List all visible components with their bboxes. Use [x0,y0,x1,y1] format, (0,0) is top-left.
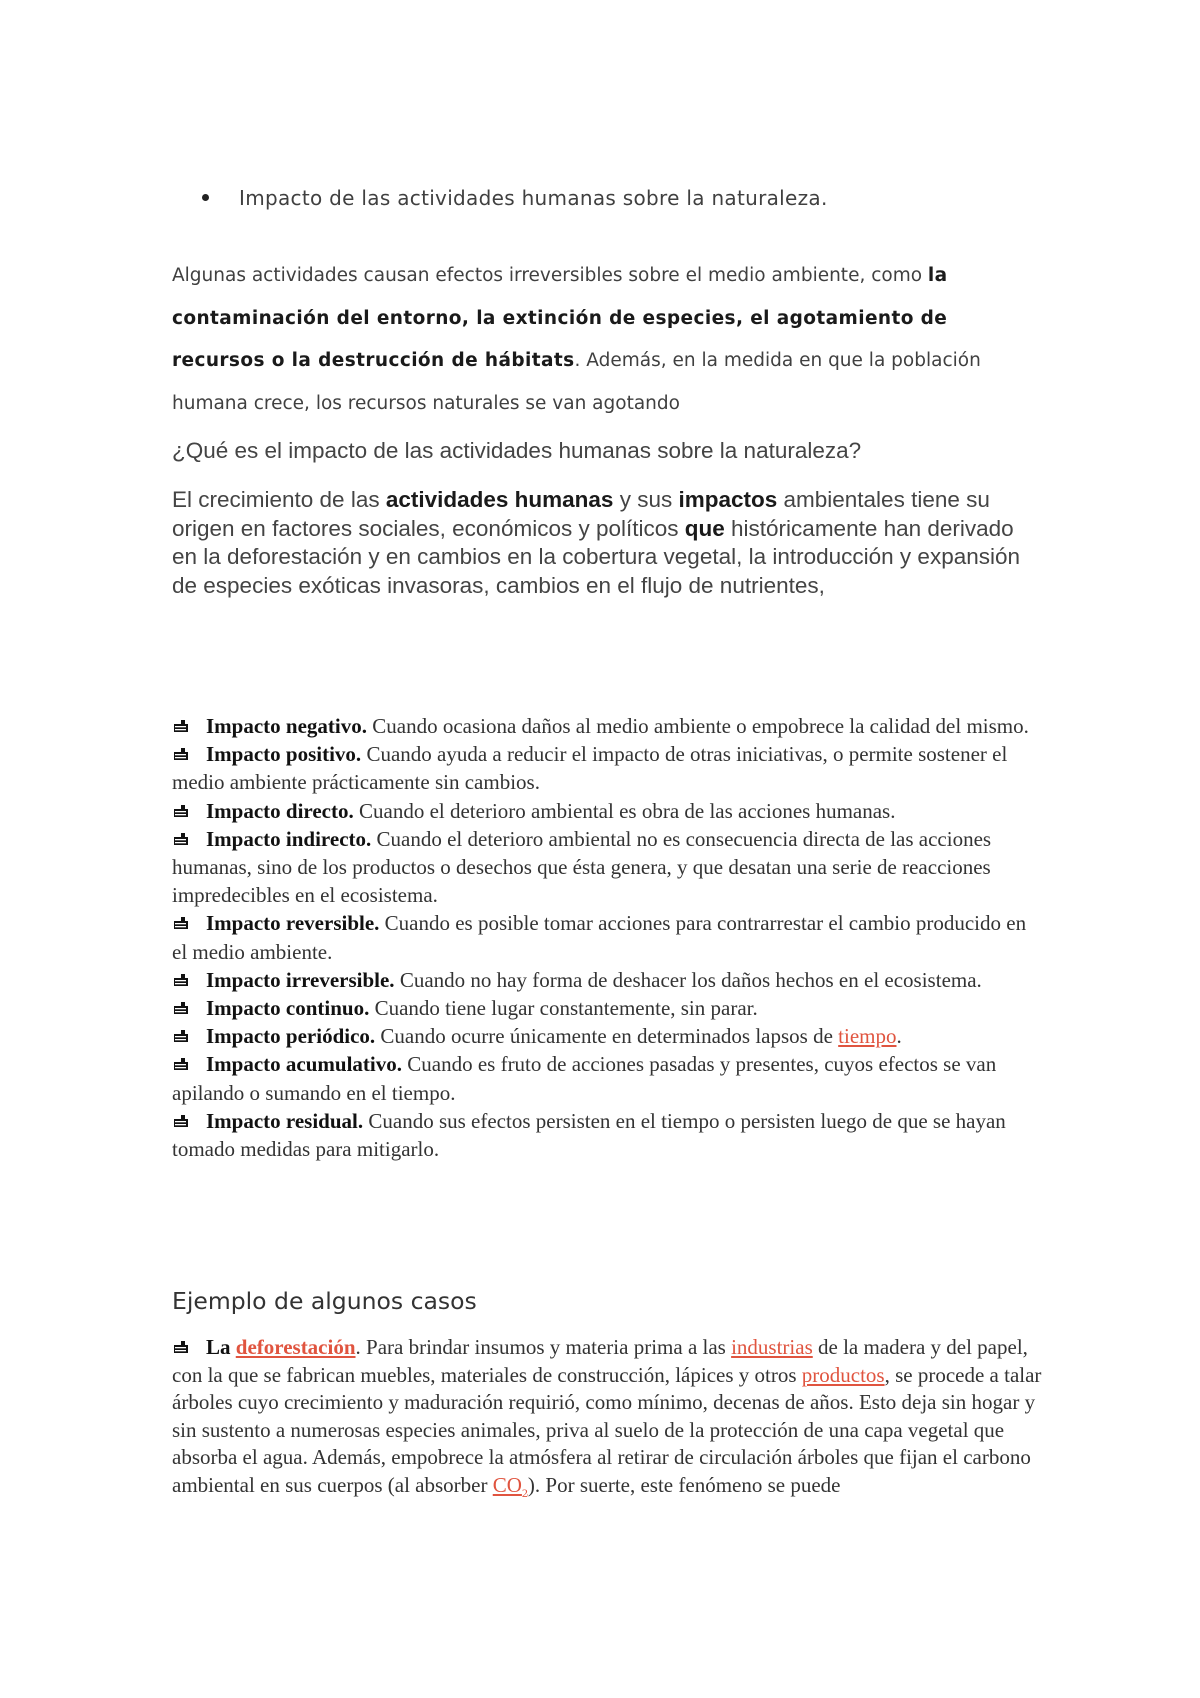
pointing-hand-icon [172,718,194,734]
growth-text-4: históricamente han derivado en la deforestación y en cambios en la cobertura vegetal, la introducción y expansión de especies exóticas invasoras, cambios en el flujo de nutrientes, [172,515,1021,598]
impact-desc: Cuando es fruto de acciones pasadas y presentes, cuyos efectos se van apilando o sumando en el tiempo. [172,1052,997,1105]
impact-desc: Cuando sus efectos persisten en el tiempo o persisten luego de que se hayan tomado medidas para mitigarlo. [172,1108,1006,1162]
pointing-hand-icon [172,1339,194,1355]
pointing-hand-icon [172,746,194,762]
list-item [172,966,1042,994]
impact-desc: Cuando es posible tomar acciones para contrarrestar el cambio producido en el medio ambiente. [172,911,1027,964]
bullet-heading [202,186,828,210]
intro-text-end: . Además, en la medida en que la población humana crece, los recursos naturales se van agotando [172,350,981,414]
impact-desc: Cuando ocasiona daños al medio ambiente o empobrece la calidad del mismo. [367,714,1029,738]
bullet-heading-text: Impacto de las actividades humanas sobre la naturaleza. [239,186,828,210]
example-text-3: , se procede a talar árboles cuyo crecimiento y maduración requirió, como mínimo, decenas de años. Esto deja sin hogar y sin sustento a numerosas especies animales, priva al suelo de la protección de una capa vegetal que absorba el agua. Además, empobrece la atmósfera al retirar de circulación árboles que fijan el carbono ambiental en sus cuerpos (al absorber [172,1362,1042,1497]
impact-desc: Cuando tiene lugar constantemente, sin parar. [369,996,758,1021]
section-heading: Ejemplo de algunos casos [172,1287,477,1315]
list-item [172,825,1042,910]
intro-text-start: Algunas actividades causan efectos irreversibles sobre el medio ambiente, como [172,265,928,286]
impact-desc: Cuando ocurre únicamente en determinados lapsos de [375,1024,839,1049]
growth-paragraph [172,486,1042,600]
growth-bold-2: impactos [678,487,778,512]
impact-after: . [896,1024,902,1049]
impact-desc: Cuando no hay forma de deshacer los daños hechos en el ecosistema. [394,967,982,992]
impact-desc: Cuando el deterioro ambiental es obra de las acciones humanas. [353,798,896,823]
list-item [172,1022,1042,1050]
impact-title: Impacto periódico. [206,1024,376,1049]
impact-desc: Cuando ayuda a reducir el impacto de otras iniciativas, o permite sostener el medio ambiente prácticamente sin cambios. [172,742,1008,795]
pointing-hand-icon [172,1113,194,1129]
impact-title: Impacto acumulativo. [206,1052,402,1077]
list-item [172,712,1042,740]
impact-types-list [172,712,1042,1163]
pointing-hand-icon [172,915,194,931]
impact-title: Impacto irreversible. [206,967,395,992]
pointing-hand-icon [172,803,194,819]
question-heading: ¿Qué es el impacto de las actividades humanas sobre la naturaleza? [172,438,862,463]
intro-bold: la contaminación del entorno, la extinción de especies, el agotamiento de recursos o la destrucción de hábitats [172,265,948,371]
example-bold-prefix: La [206,1335,236,1359]
pointing-hand-icon [172,1000,194,1016]
example-paragraph [172,1334,1042,1508]
impact-title: Impacto continuo. [206,996,370,1021]
deforestacion-link[interactable]: deforestación [235,1335,356,1359]
impact-title: Impacto indirecto. [206,826,372,851]
pointing-hand-icon [172,831,194,847]
tiempo-link[interactable]: tiempo [838,1024,897,1049]
industrias-link[interactable]: industrias [731,1335,813,1359]
list-item [172,740,1042,796]
impact-title: Impacto directo. [206,798,354,823]
bullet-dot-icon [202,194,209,201]
example-text-1: . Para brindar insumos y materia prima a las [355,1335,732,1359]
impact-title: Impacto reversible. [206,911,380,936]
growth-bold-3: que [684,515,725,541]
list-item [172,909,1042,965]
co2-link-text: CO [492,1472,522,1497]
list-item [172,797,1042,825]
impact-desc: Cuando el deterioro ambiental no es consecuencia directa de las acciones humanas, sino de los productos o desechos que ésta genera, y que desatan una serie de reacciones impredecibles en el ecosistema. [172,826,992,908]
pointing-hand-icon [172,1028,194,1044]
co2-link[interactable] [492,1472,528,1501]
example-text-2: de la madera y del papel, con la que se fabrican muebles, materiales de construcción, lápices y otros [172,1335,1028,1387]
list-item [172,1107,1042,1163]
intro-paragraph [172,255,1032,425]
list-item [172,994,1042,1022]
pointing-hand-icon [172,972,194,988]
growth-text-3: ambientales tiene su origen en factores sociales, económicos y políticos [172,487,990,541]
productos-link[interactable]: productos [801,1362,885,1387]
growth-bold-1: actividades humanas [385,487,614,512]
growth-text-1: El crecimiento de las [172,487,386,512]
list-item [172,1050,1042,1106]
growth-text-2: y sus [613,487,679,512]
co2-subscript: 2 [521,1486,528,1501]
pointing-hand-icon [172,1056,194,1072]
impact-title: Impacto positivo. [206,742,362,767]
impact-title: Impacto negativo. [206,714,367,738]
example-text-4: ). Por suerte, este fenómeno se puede [527,1472,841,1497]
impact-title: Impacto residual. [206,1108,364,1133]
